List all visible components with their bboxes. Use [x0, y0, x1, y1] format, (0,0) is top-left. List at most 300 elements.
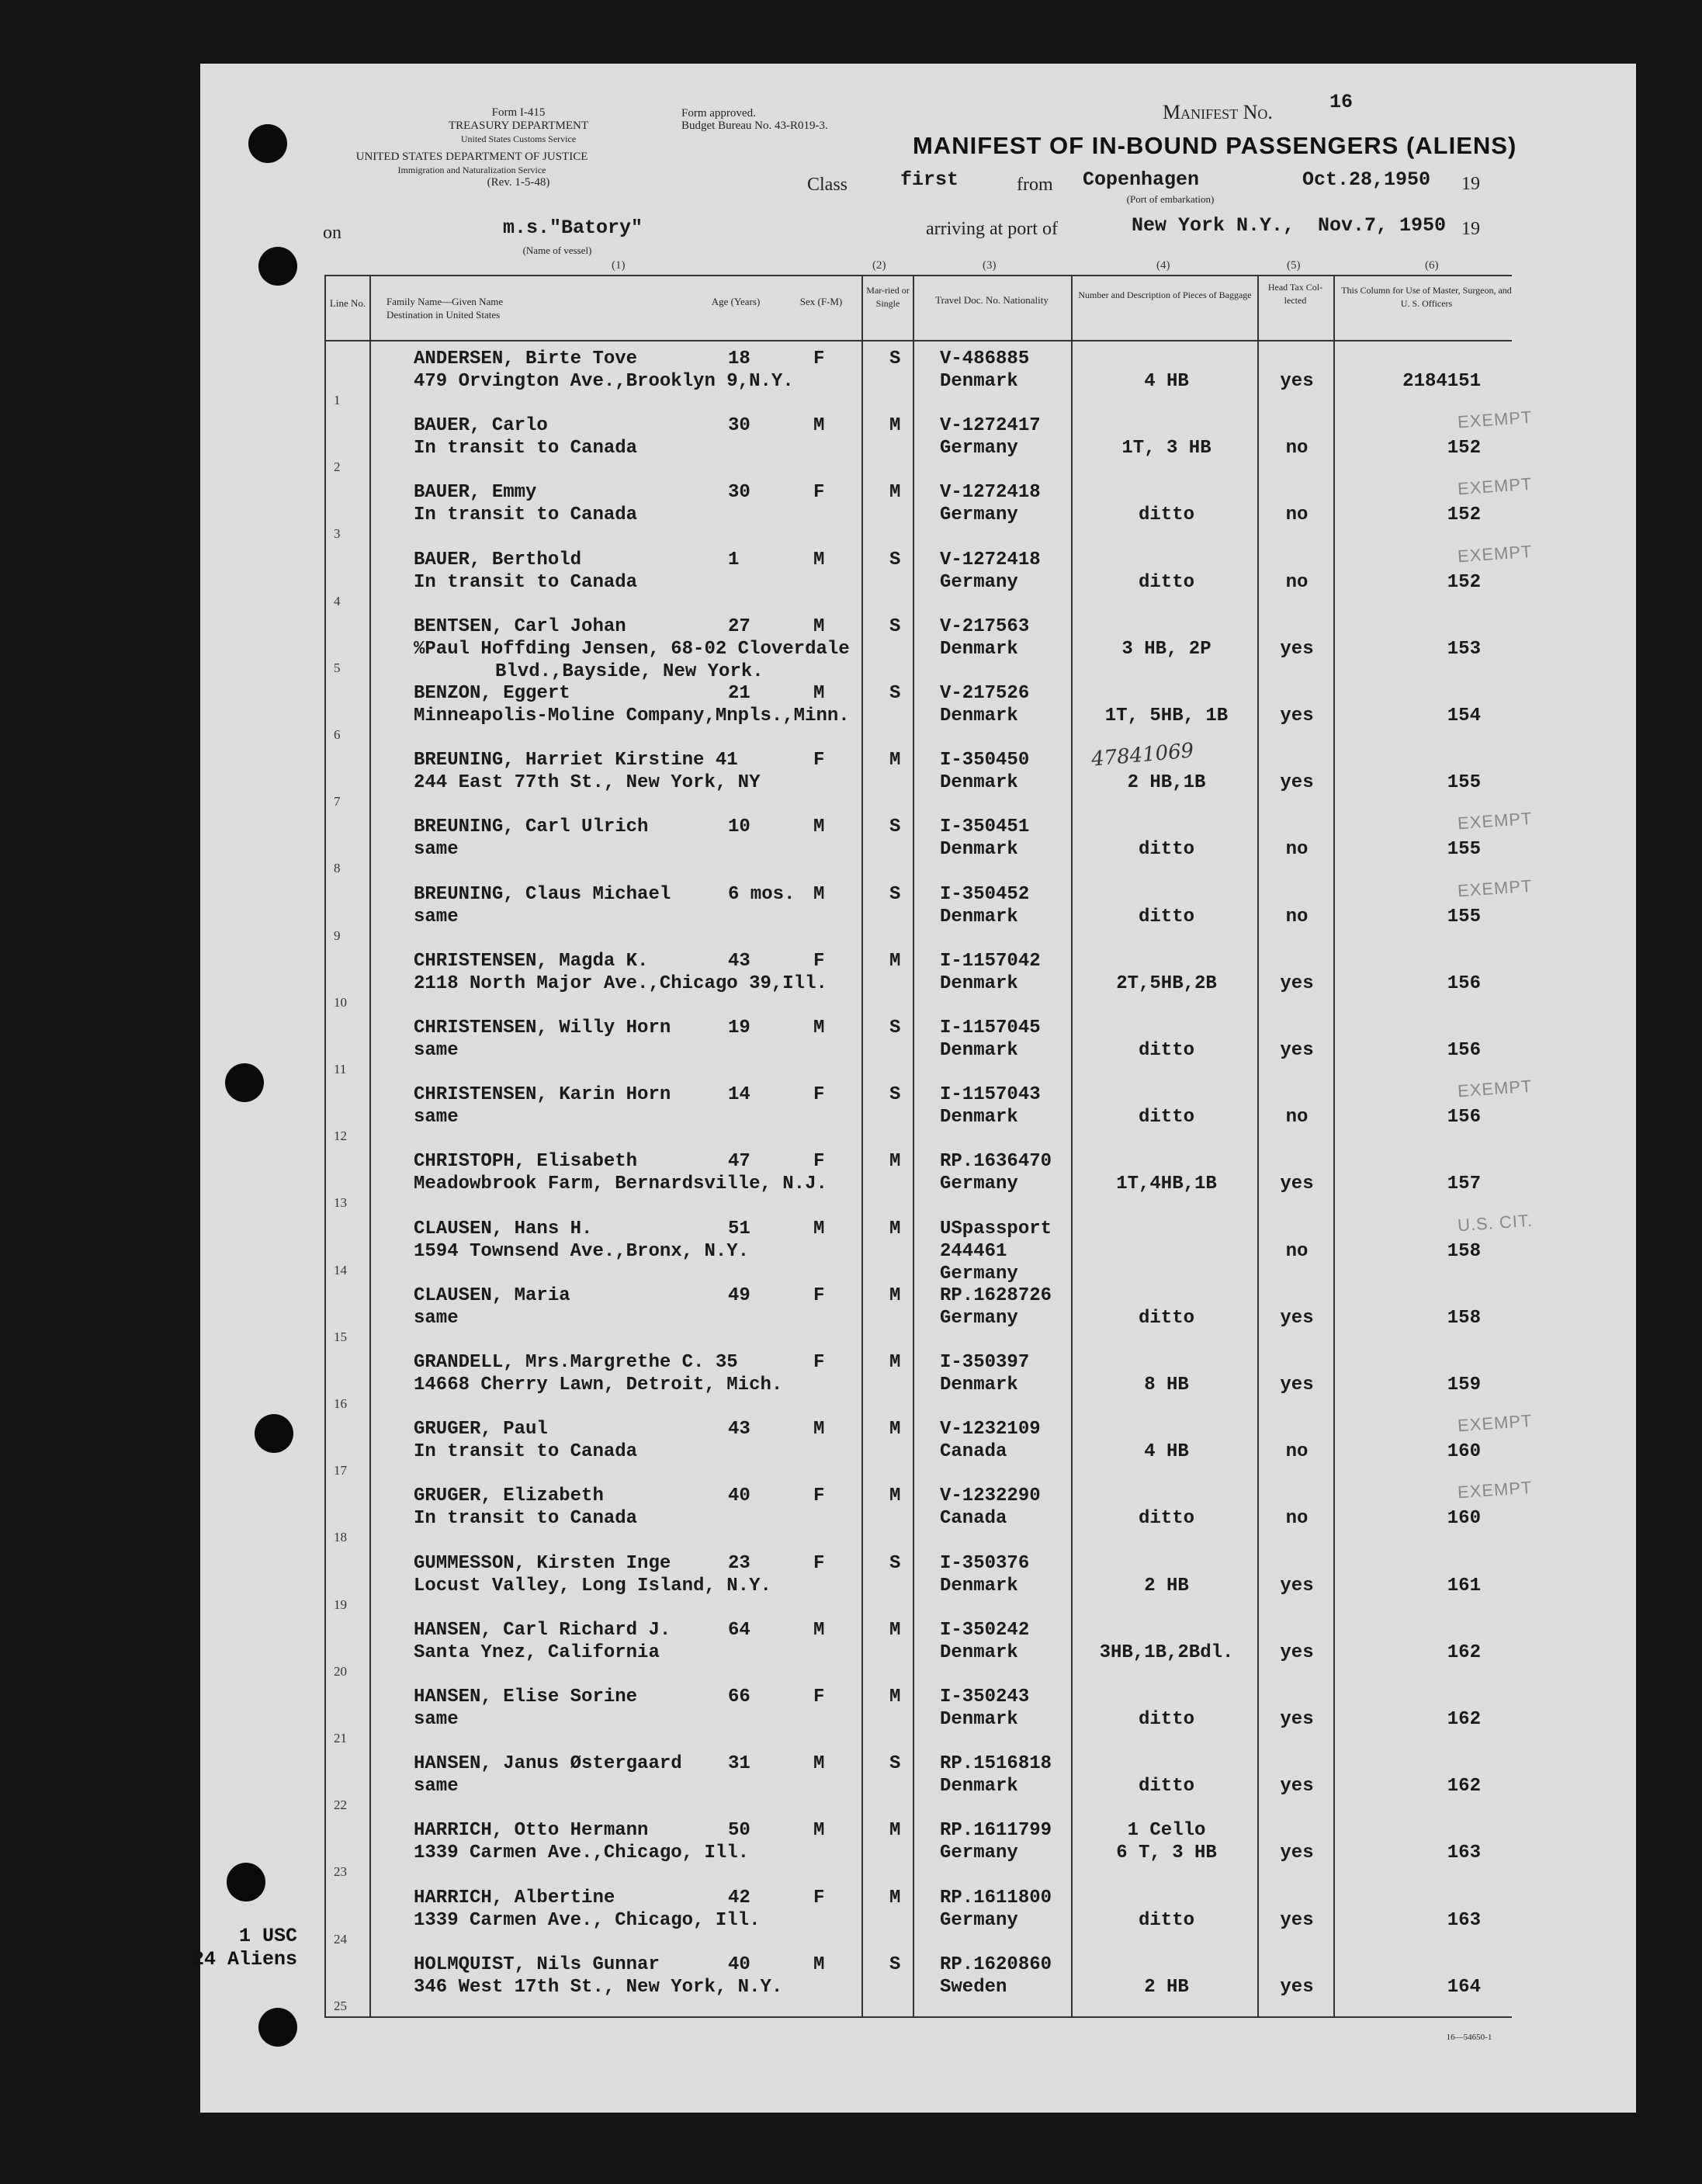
budget-bureau: Budget Bureau No. 43-R019-3. [681, 120, 828, 132]
sex: M [813, 1753, 825, 1775]
nationality: Germany [940, 1263, 1018, 1284]
col-num-2: (2) [872, 259, 886, 272]
table-row [200, 1683, 1636, 1750]
sex: F [813, 1552, 825, 1574]
officer-ref: 152 [1447, 571, 1481, 593]
baggage: ditto [1138, 1107, 1194, 1128]
head-tax: yes [1280, 1909, 1314, 1931]
age: 30 [728, 482, 750, 504]
nationality: Denmark [940, 839, 1018, 861]
destination: same [414, 1107, 459, 1128]
line-number: 24 [334, 1931, 347, 1947]
manifest-no-label: Manifest No. [1163, 101, 1273, 123]
arrival-date: Nov.7, 1950 [1318, 214, 1447, 237]
baggage: 1T, 3 HB [1121, 438, 1212, 459]
destination: 479 Orvington Ave.,Brooklyn 9,N.Y. [414, 371, 794, 392]
marital-status: S [889, 1084, 901, 1106]
head-tax: yes [1280, 972, 1314, 994]
sex: M [813, 549, 825, 570]
head-tax: no [1285, 839, 1309, 861]
table-row [200, 612, 1636, 680]
destination: Santa Ynez, California [414, 1641, 660, 1663]
destination: In transit to Canada [414, 1441, 638, 1463]
passenger-name: CHRISTOPH, Elisabeth [414, 1151, 638, 1173]
officer-ref: 154 [1447, 705, 1481, 726]
baggage: 4 HB [1144, 371, 1189, 392]
from-label: from [1017, 175, 1053, 195]
head-tax: yes [1280, 705, 1314, 726]
sex: F [813, 1485, 825, 1507]
table-row [200, 1281, 1636, 1349]
travel-doc-number: I-350397 [940, 1352, 1030, 1373]
travel-doc-number: V-1232290 [940, 1485, 1041, 1507]
passenger-name: BREUNING, Claus Michael [414, 883, 671, 905]
table-row [200, 1014, 1636, 1081]
destination: 244 East 77th St., New York, NY [414, 772, 761, 794]
exempt-stamp: EXEMPT [1457, 474, 1534, 499]
officer-ref: 155 [1447, 772, 1481, 794]
age: 66 [728, 1687, 750, 1707]
age: 50 [728, 1820, 750, 1842]
destination: Locust Valley, Long Island, N.Y. [414, 1575, 771, 1596]
officer-ref: 161 [1447, 1575, 1481, 1596]
travel-doc-number: V-217563 [940, 615, 1030, 637]
nationality: Denmark [940, 772, 1018, 794]
col-header-name: Family Name—Given Name Destination in United States [387, 296, 504, 321]
travel-doc-number: I-350452 [940, 883, 1030, 905]
nationality: Denmark [940, 1040, 1018, 1061]
baggage: 1T, 5HB, 1B [1104, 705, 1229, 726]
head-tax: yes [1280, 371, 1314, 392]
age: 27 [728, 615, 750, 637]
sex: M [813, 1619, 825, 1641]
tally-aliens: 24 Aliens [192, 1948, 298, 1971]
col-header-sex: Sex (F-M) [799, 296, 843, 307]
sex: M [813, 1953, 825, 1975]
line-number: 17 [334, 1463, 347, 1479]
travel-doc-number: V-1272417 [940, 415, 1041, 437]
nationality: Denmark [940, 972, 1018, 994]
line-number: 15 [334, 1329, 347, 1344]
officer-ref: 155 [1447, 906, 1481, 927]
tally-usc: 1 USC [239, 1925, 298, 1947]
travel-doc-number: I-1157042 [940, 950, 1041, 972]
table-row [200, 1884, 1636, 1951]
marital-status: M [889, 1887, 901, 1908]
passenger-name: HANSEN, Janus Østergaard [414, 1753, 682, 1775]
handwritten-number: 47841069 [1090, 739, 1195, 771]
nationality: Denmark [940, 1641, 1018, 1663]
destination-continued: Blvd.,Bayside, New York. [495, 660, 764, 682]
marital-status: M [889, 1687, 901, 1707]
officer-ref: 158 [1447, 1307, 1481, 1329]
nationality: Denmark [940, 638, 1018, 660]
passenger-name: HOLMQUIST, Nils Gunnar [414, 1953, 660, 1975]
officer-ref: 152 [1447, 504, 1481, 526]
nationality: Germany [940, 1843, 1018, 1864]
line-number: 6 [334, 727, 341, 742]
line-number: 25 [334, 1998, 347, 2013]
passenger-name: BAUER, Berthold [414, 549, 582, 570]
table-row [200, 1950, 1636, 2018]
head-tax: yes [1280, 1843, 1314, 1864]
marital-status: M [889, 415, 901, 437]
destination: In transit to Canada [414, 438, 638, 459]
ins-service: Immigration and Naturalization Service [397, 165, 546, 175]
form-approved: Form approved. [681, 107, 756, 120]
nationality: Germany [940, 1173, 1018, 1195]
age: 43 [728, 950, 750, 972]
arriving-label: arriving at port of [926, 219, 1058, 239]
travel-doc-number: V-1272418 [940, 549, 1041, 570]
nationality: Denmark [940, 1709, 1018, 1730]
officer-ref: 156 [1447, 1107, 1481, 1128]
baggage: ditto [1138, 839, 1194, 861]
travel-doc-number: I-1157043 [940, 1084, 1041, 1106]
marital-status: S [889, 1552, 901, 1574]
officer-ref: 163 [1447, 1909, 1481, 1931]
head-tax: no [1285, 906, 1309, 927]
baggage: ditto [1138, 1307, 1194, 1329]
age: 30 [728, 415, 750, 437]
head-tax: no [1285, 438, 1309, 459]
age: 6 mos. [728, 883, 796, 905]
age: 47 [728, 1151, 750, 1173]
passenger-name: GRANDELL, Mrs.Margrethe C. 35 [414, 1352, 738, 1373]
sex: F [813, 1151, 825, 1173]
destination: 1594 Townsend Ave.,Bronx, N.Y. [414, 1240, 750, 1262]
destination: same [414, 906, 459, 927]
travel-doc-number: I-350242 [940, 1619, 1030, 1641]
marital-status: M [889, 1820, 901, 1842]
travel-doc-number: RP.1611799 [940, 1820, 1052, 1842]
baggage: ditto [1138, 1040, 1194, 1061]
col-header-married: Mar-ried or Single [866, 285, 910, 309]
passenger-name: BENTSEN, Carl Johan [414, 615, 626, 637]
nationality: Denmark [940, 1107, 1018, 1128]
passenger-name: CHRISTENSEN, Karin Horn [414, 1084, 671, 1106]
officer-ref: 162 [1447, 1641, 1481, 1663]
revision: (Rev. 1-5-48) [487, 176, 550, 189]
table-row [200, 345, 1636, 412]
head-tax: yes [1280, 1976, 1314, 1998]
customs-service: United States Customs Service [460, 133, 577, 144]
line-number: 22 [334, 1797, 347, 1813]
passenger-name: GRUGER, Paul [414, 1419, 548, 1440]
baggage: ditto [1138, 504, 1194, 526]
nationality: Sweden [940, 1976, 1007, 1998]
baggage: ditto [1138, 906, 1194, 927]
marital-status: S [889, 1953, 901, 1975]
age: 19 [728, 1017, 750, 1038]
destination: In transit to Canada [414, 1508, 638, 1530]
age: 49 [728, 1284, 750, 1306]
baggage: 3HB,1B,2Bdl. [1099, 1641, 1234, 1663]
line-number: 21 [334, 1731, 347, 1745]
passenger-name: GRUGER, Elizabeth [414, 1485, 604, 1507]
nationality: Denmark [940, 1575, 1018, 1596]
marital-status: M [889, 1485, 901, 1507]
age: 10 [728, 816, 750, 838]
sex: F [813, 482, 825, 504]
justice-dept: UNITED STATES DEPARTMENT OF JUSTICE [355, 151, 588, 163]
passenger-name: CHRISTENSEN, Willy Horn [414, 1017, 671, 1038]
officer-ref: 162 [1447, 1709, 1481, 1730]
destination: same [414, 1776, 459, 1797]
baggage: 2T,5HB,2B [1116, 972, 1217, 994]
nationality: Canada [940, 1441, 1007, 1463]
passenger-name: HARRICH, Albertine [414, 1887, 615, 1908]
line-number: 13 [334, 1195, 347, 1211]
nationality: Canada [940, 1508, 1007, 1530]
officer-ref: 155 [1447, 839, 1481, 861]
baggage: ditto [1138, 571, 1194, 593]
passenger-name: BAUER, Carlo [414, 415, 548, 437]
table-row [200, 541, 1636, 613]
head-tax: yes [1280, 1776, 1314, 1797]
destination: 346 West 17th St., New York, N.Y. [414, 1976, 783, 1998]
table-row [200, 1478, 1636, 1549]
line-number: 12 [334, 1128, 347, 1144]
exempt-stamp: U.S. CIT. [1457, 1210, 1534, 1235]
table-row [200, 407, 1636, 479]
destination: Meadowbrook Farm, Bernardsville, N.J. [414, 1173, 827, 1195]
nationality: Germany [940, 438, 1018, 459]
marital-status: S [889, 1753, 901, 1775]
nationality: Denmark [940, 1776, 1018, 1797]
table-row [200, 1549, 1636, 1617]
marital-status: M [889, 1419, 901, 1440]
table-row [200, 1749, 1636, 1817]
destination: Minneapolis-Moline Company,Mnpls.,Minn. [414, 705, 850, 726]
head-tax: yes [1280, 1307, 1314, 1329]
head-tax: yes [1280, 638, 1314, 660]
travel-doc-number: RP.1636470 [940, 1151, 1052, 1173]
table-row [200, 1348, 1636, 1416]
destination: same [414, 1307, 459, 1329]
head-tax: yes [1280, 1709, 1314, 1730]
age: 18 [728, 348, 750, 369]
marital-status: S [889, 683, 901, 704]
line-number: 19 [334, 1596, 347, 1612]
head-tax: yes [1280, 1173, 1314, 1195]
head-tax: no [1285, 1240, 1309, 1262]
age: 14 [728, 1084, 750, 1106]
age: 40 [728, 1953, 750, 1975]
col-num-4: (4) [1156, 259, 1170, 272]
nationality: Germany [940, 571, 1018, 593]
line-number: 16 [334, 1396, 347, 1411]
table-row [200, 1147, 1636, 1215]
marital-status: M [889, 1352, 901, 1373]
sex: F [813, 950, 825, 972]
class-label: Class [807, 175, 848, 195]
exempt-stamp: EXEMPT [1457, 809, 1534, 834]
head-tax: yes [1280, 1375, 1314, 1395]
travel-doc-number: USpassport [940, 1218, 1052, 1239]
head-tax: no [1285, 571, 1309, 593]
destination: same [414, 839, 459, 861]
marital-status: M [889, 1284, 901, 1306]
port-of-embarkation: Copenhagen [1083, 168, 1200, 191]
sex: F [813, 1687, 825, 1707]
baggage: 2 HB [1144, 1976, 1189, 1998]
baggage: 4 HB [1144, 1441, 1189, 1463]
departure-date: Oct.28,1950 [1302, 168, 1431, 191]
age: 23 [728, 1552, 750, 1574]
line-number: 9 [334, 927, 341, 943]
marital-status: S [889, 348, 901, 369]
nationality: Denmark [940, 1375, 1018, 1395]
marital-status: S [889, 615, 901, 637]
table-row [200, 1410, 1636, 1482]
head-tax: yes [1280, 1641, 1314, 1663]
line-number: 3 [334, 526, 341, 542]
exempt-stamp: EXEMPT [1457, 875, 1534, 900]
travel-doc-number: I-350451 [940, 816, 1030, 838]
nationality: Germany [940, 1307, 1018, 1329]
age: 51 [728, 1218, 750, 1239]
travel-doc-number: I-1157045 [940, 1017, 1041, 1038]
sex: F [813, 1352, 825, 1373]
line-number: 20 [334, 1663, 347, 1679]
travel-doc-number: V-486885 [940, 348, 1030, 369]
col-num-6: (6) [1425, 259, 1439, 272]
travel-doc-number-continued: 244461 [940, 1240, 1007, 1262]
baggage: ditto [1138, 1909, 1194, 1931]
arrival-port: New York N.Y., [1132, 214, 1295, 237]
travel-doc-number: RP.1516818 [940, 1753, 1052, 1775]
travel-doc-number: I-350243 [940, 1687, 1030, 1707]
col-num-1: (1) [612, 259, 626, 272]
col-header-line-no: Line No. [329, 297, 366, 309]
marital-status: M [889, 950, 901, 972]
nationality: Denmark [940, 906, 1018, 927]
table-row [200, 1076, 1636, 1148]
col-header-officers: This Column for Use of Master, Surgeon, and U. S. Officers [1341, 285, 1512, 309]
binder-hole [225, 1063, 264, 1102]
age: 1 [728, 549, 740, 570]
head-tax: no [1285, 1508, 1309, 1530]
destination: 2118 North Major Ave.,Chicago 39,Ill. [414, 972, 827, 994]
form-number: Form I-415 [491, 106, 546, 119]
travel-doc-number: I-350376 [940, 1552, 1030, 1574]
nationality: Denmark [940, 371, 1018, 392]
head-tax: yes [1280, 1575, 1314, 1596]
destination: %Paul Hoffding Jensen, 68-02 Cloverdale [414, 638, 850, 660]
sex: M [813, 816, 825, 838]
sex: F [813, 1284, 825, 1306]
binder-hole [248, 124, 287, 163]
travel-doc-number: V-1232109 [940, 1419, 1041, 1440]
exempt-stamp: EXEMPT [1457, 1076, 1534, 1101]
line-number: 18 [334, 1530, 347, 1545]
officer-ref: 159 [1447, 1375, 1481, 1395]
binder-hole [258, 2008, 297, 2047]
table-row [200, 1816, 1636, 1884]
col-num-5: (5) [1287, 259, 1301, 272]
col-header-head-tax: Head Tax Col-lected [1267, 282, 1323, 306]
col-header-baggage: Number and Description of Pieces of Baggage [1078, 289, 1252, 300]
travel-doc-number: RP.1620860 [940, 1953, 1052, 1975]
destination: same [414, 1040, 459, 1061]
marital-status: S [889, 1017, 901, 1038]
exempt-stamp: EXEMPT [1457, 1410, 1534, 1436]
table-row [200, 1210, 1636, 1284]
officer-ref: 153 [1447, 638, 1481, 660]
binder-hole [227, 1863, 265, 1901]
treasury-dept: TREASURY DEPARTMENT [448, 120, 589, 132]
table-row [200, 809, 1636, 880]
age: 64 [728, 1619, 750, 1641]
marital-status: M [889, 750, 901, 771]
line-number: 2 [334, 459, 341, 475]
vessel-name: m.s."Batory" [503, 217, 643, 239]
sex: M [813, 615, 825, 637]
passenger-name: BREUNING, Carl Ulrich [414, 816, 649, 838]
sex: M [813, 1017, 825, 1038]
line-number: 14 [334, 1262, 347, 1277]
marital-status: M [889, 1619, 901, 1641]
sex: F [813, 1887, 825, 1908]
binder-hole [255, 1414, 293, 1453]
head-tax: no [1285, 504, 1309, 526]
year-label-2: 19 [1461, 219, 1480, 239]
nationality: Germany [940, 504, 1018, 526]
travel-doc-number: I-350450 [940, 750, 1030, 771]
officer-ref: 164 [1447, 1976, 1481, 1998]
destination: 14668 Cherry Lawn, Detroit, Mich. [414, 1375, 783, 1395]
officer-ref: 2184151 [1402, 371, 1481, 392]
marital-status: S [889, 883, 901, 905]
baggage: 3 HB, 2P [1121, 638, 1212, 660]
passenger-name: CLAUSEN, Maria [414, 1284, 570, 1306]
line-number: 23 [334, 1864, 347, 1880]
passenger-name: BENZON, Eggert [414, 683, 570, 704]
destination: 1339 Carmen Ave.,Chicago, Ill. [414, 1843, 750, 1864]
passenger-name: BREUNING, Harriet Kirstine 41 [414, 750, 738, 771]
head-tax: no [1285, 1107, 1309, 1128]
travel-doc-number: V-1272418 [940, 482, 1041, 504]
sex: M [813, 1419, 825, 1440]
table-row [200, 679, 1636, 747]
destination: same [414, 1709, 459, 1730]
col-num-3: (3) [983, 259, 997, 272]
officer-ref: 162 [1447, 1776, 1481, 1797]
sex: M [813, 683, 825, 704]
nationality: Germany [940, 1909, 1018, 1931]
baggage: 8 HB [1144, 1375, 1189, 1395]
passenger-name: CHRISTENSEN, Magda K. [414, 950, 649, 972]
officer-ref: 157 [1447, 1173, 1481, 1195]
age: 40 [728, 1485, 750, 1507]
baggage: ditto [1138, 1508, 1194, 1530]
baggage: 2 HB,1B [1127, 772, 1206, 794]
officer-ref: 156 [1447, 972, 1481, 994]
passenger-name: HARRICH, Otto Hermann [414, 1820, 649, 1842]
exempt-stamp: EXEMPT [1457, 541, 1534, 566]
table-row [200, 746, 1636, 813]
manifest-sheet [192, 64, 1636, 2113]
passenger-name: ANDERSEN, Birte Tove [414, 348, 638, 369]
officer-ref: 160 [1447, 1441, 1481, 1463]
destination: In transit to Canada [414, 571, 638, 593]
marital-status: M [889, 1151, 901, 1173]
age: 21 [728, 683, 750, 704]
exempt-stamp: EXEMPT [1457, 1478, 1534, 1503]
line-number: 7 [334, 794, 341, 809]
class-value: first [900, 168, 959, 191]
